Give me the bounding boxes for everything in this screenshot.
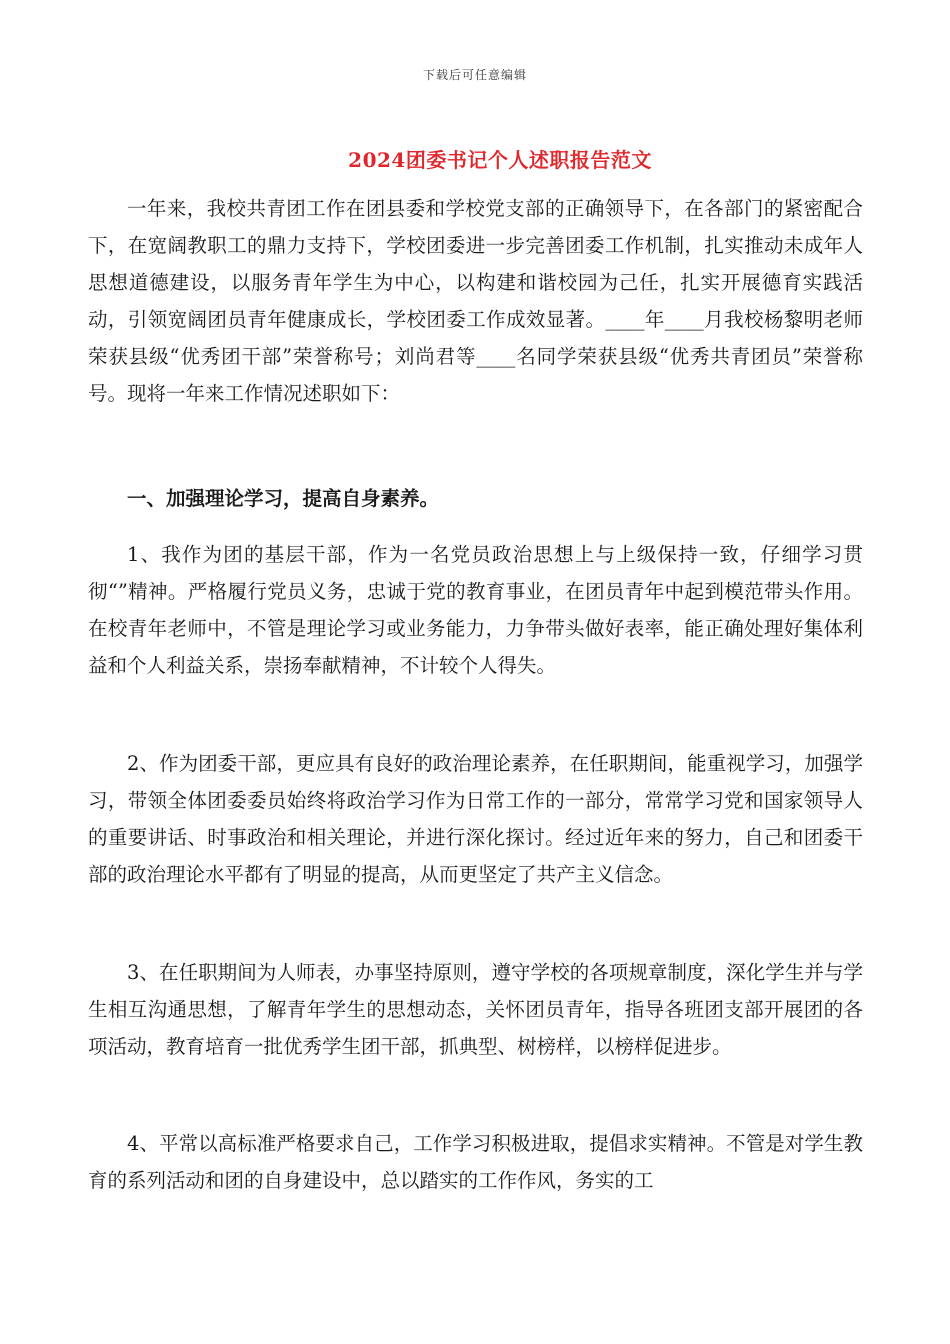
paragraph-item-3: 3、在任职期间为人师表，办事坚持原则，遵守学校的各项规章制度，深化学生并与学生相互沟通思想，了解青年学生的思想动态，关怀团员青年，指导各班团支部开展团的各项活动，教育培育一批优秀学生团干部，抓典型、树榜样，以榜样促进步。 [88, 961, 863, 1058]
paragraph-item-2: 2、作为团委干部，更应具有良好的政治理论素养，在任职期间，能重视学习，加强学习，带领全体团委委员始终将政治学习作为日常工作的一部分，常常学习党和国家领导人的重要讲话、时事政治和相关理论，并进行深化探讨。经过近年来的努力，自己和团委干部的政治理论水平都有了明显的提高，从而更坚定了共产主义信念。 [88, 752, 863, 886]
document-title: 2024团委书记个人述职报告范文 [348, 148, 652, 172]
paragraph-item-4: 4、平常以高标准严格要求自己，工作学习积极进取，提倡求实精神。不管是对学生教育的系列活动和团的自身建设中，总以踏实的工作作风，务实的工 [88, 1132, 863, 1192]
intro-paragraph: 一年来，我校共青团工作在团县委和学校党支部的正确领导下，在各部门的紧密配合下，在宽阔教职工的鼎力支持下，学校团委进一步完善团委工作机制，扎实推动未成年人思想道德建设，以服务青年学生为中心，以构建和谐校园为己任，扎实开展德育实践活动，引领宽阔团员青年健康成长，学校团委工作成效显著。____年____月我校杨黎明老师荣获县级“优秀团干部”荣誉称号；刘尚君等____名同学荣获县级“优秀共青团员”荣誉称号。现将一年来工作情况述职如下： [88, 197, 863, 405]
header-note: 下载后可任意编辑 [422, 68, 527, 82]
section-heading: 一、加强理论学习，提高自身素养。 [127, 487, 440, 510]
paragraph-item-1: 1、我作为团的基层干部，作为一名党员政治思想上与上级保持一致，仔细学习贯彻“”精神。严格履行党员义务，忠诚于党的教育事业，在团员青年中起到模范带头作用。在校青年老师中，不管是理论学习或业务能力，力争带头做好表率，能正确处理好集体利益和个人利益关系，崇扬奉献精神，不计较个人得失。 [88, 543, 863, 677]
